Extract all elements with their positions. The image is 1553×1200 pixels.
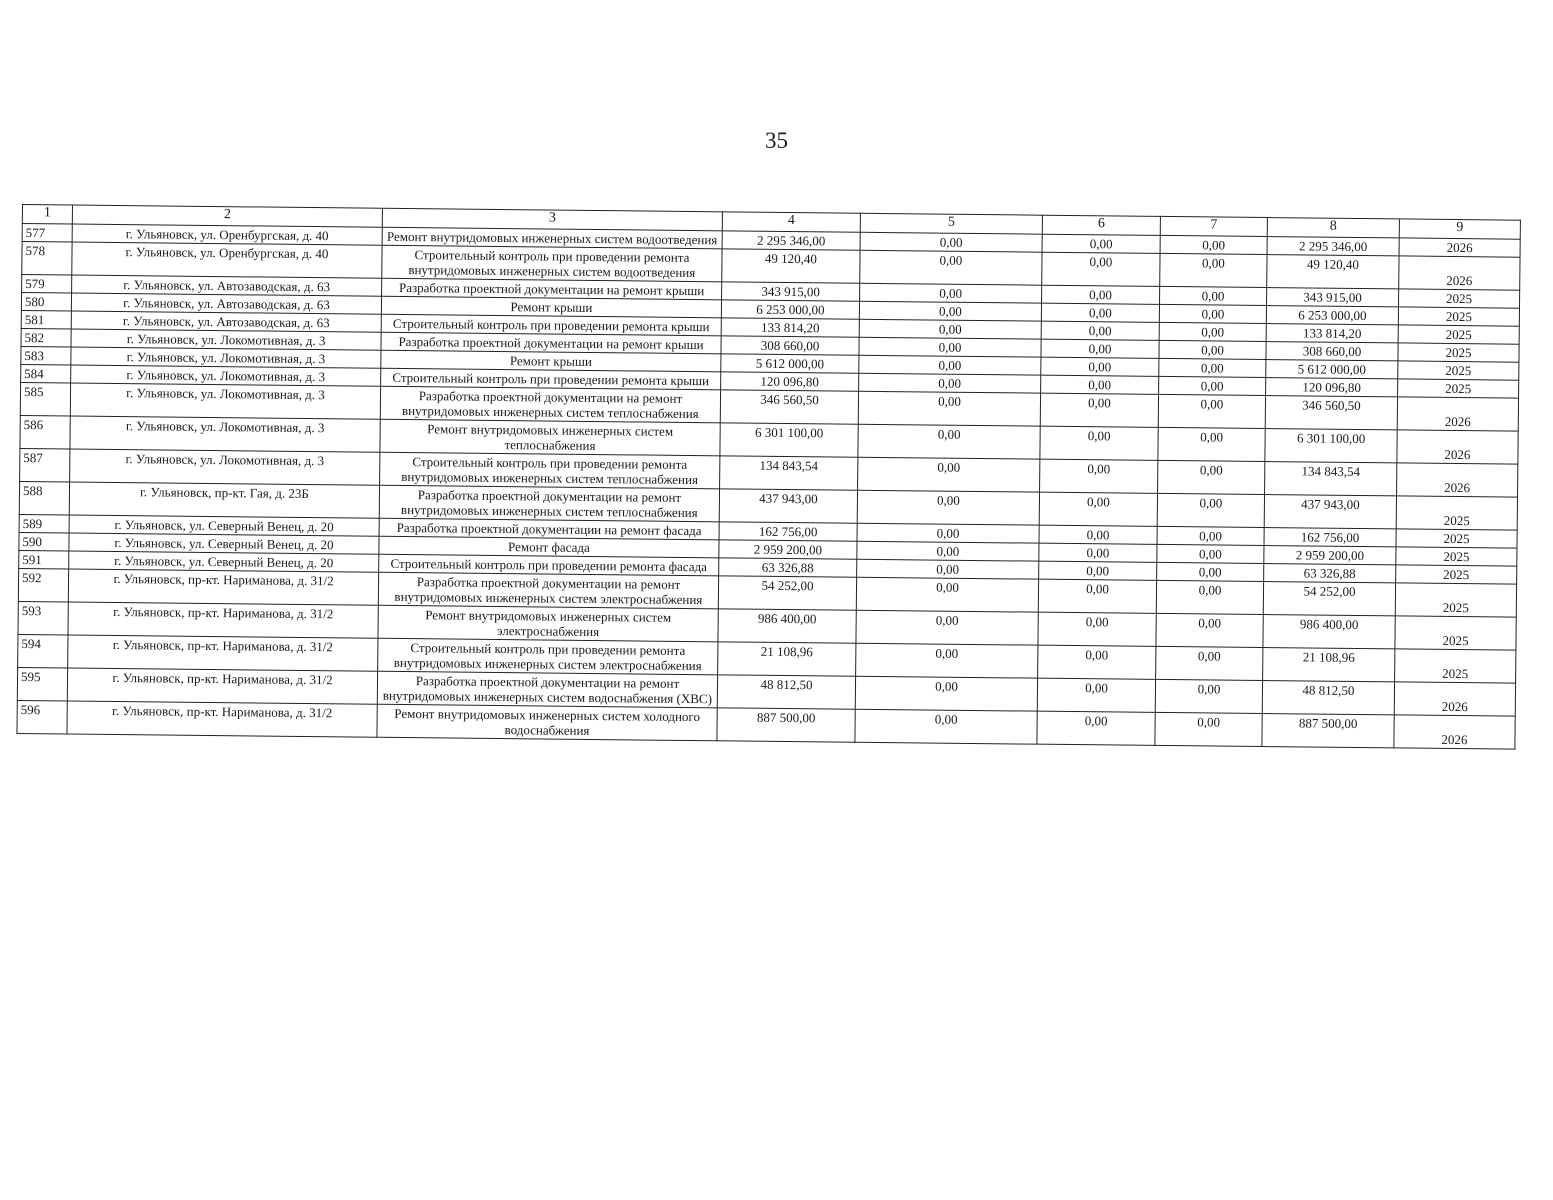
address-cell: г. Ульяновск, ул. Локомотивная, д. 3 bbox=[71, 347, 381, 368]
amount-col5-cell: 0,00 bbox=[857, 490, 1039, 525]
year-cell: 2025 bbox=[1398, 361, 1519, 380]
amount-col5-cell: 0,00 bbox=[856, 610, 1038, 645]
row-number-cell: 577 bbox=[22, 224, 72, 243]
work-type-cell: Строительный контроль при проведении ремонта внутридомовых инженерных систем электроснабжения bbox=[378, 638, 718, 675]
amount-total-cell: 346 560,50 bbox=[720, 390, 858, 424]
year-cell: 2025 bbox=[1395, 583, 1516, 617]
amount-col7-cell: 0,00 bbox=[1157, 493, 1264, 527]
work-type-cell: Ремонт фасада bbox=[379, 536, 719, 558]
column-header: 4 bbox=[722, 212, 860, 232]
amount-total-cell: 21 108,96 bbox=[718, 642, 856, 676]
year-cell: 2026 bbox=[1397, 397, 1518, 431]
work-type-cell: Строительный контроль при проведении ремонта крыши bbox=[381, 368, 721, 390]
amount-total-cell: 49 120,40 bbox=[722, 249, 860, 283]
address-cell: г. Ульяновск, ул. Северный Венец, д. 20 bbox=[69, 551, 379, 572]
work-type-cell: Ремонт крыши bbox=[381, 350, 721, 372]
amount-col6-cell: 0,00 bbox=[1041, 357, 1159, 376]
work-type-cell: Строительный контроль при проведении ремонта крыши bbox=[381, 314, 721, 336]
address-cell: г. Ульяновск, пр-кт. Гая, д. 23Б bbox=[69, 482, 379, 518]
work-type-cell: Строительный контроль при проведении ремонта фасада bbox=[379, 554, 719, 576]
amount-total-cell: 120 096,80 bbox=[721, 372, 859, 391]
amount-col6-cell: 0,00 bbox=[1040, 426, 1158, 460]
column-header: 6 bbox=[1042, 215, 1160, 235]
amount-col8-cell: 133 814,20 bbox=[1266, 324, 1398, 343]
row-number-cell: 588 bbox=[19, 481, 69, 515]
amount-col6-cell: 0,00 bbox=[1042, 285, 1160, 304]
amount-col6-cell: 0,00 bbox=[1042, 252, 1160, 286]
amount-col5-cell: 0,00 bbox=[856, 643, 1038, 678]
work-type-cell: Разработка проектной документации на ремонт внутридомовых инженерных систем теплоснабжения bbox=[379, 485, 719, 522]
amount-col8-cell: 120 096,80 bbox=[1266, 378, 1398, 397]
amount-col5-cell: 0,00 bbox=[857, 559, 1039, 579]
amount-col5-cell: 0,00 bbox=[859, 337, 1041, 357]
amount-col6-cell: 0,00 bbox=[1041, 321, 1159, 340]
amount-total-cell: 343 915,00 bbox=[722, 282, 860, 301]
amount-total-cell: 308 660,00 bbox=[721, 336, 859, 355]
work-type-cell: Ремонт внутридомовых инженерных систем водоотведения bbox=[382, 227, 722, 249]
amount-col7-cell: 0,00 bbox=[1158, 460, 1265, 494]
amount-col5-cell: 0,00 bbox=[857, 523, 1039, 543]
amount-col6-cell: 0,00 bbox=[1041, 339, 1159, 358]
works-table bbox=[16, 204, 1520, 750]
work-type-cell: Ремонт крыши bbox=[381, 296, 721, 318]
address-cell: г. Ульяновск, ул. Автозаводская, д. 63 bbox=[71, 293, 381, 314]
row-number-cell: 591 bbox=[19, 550, 69, 569]
amount-total-cell: 6 253 000,00 bbox=[721, 300, 859, 319]
address-cell: г. Ульяновск, ул. Локомотивная, д. 3 bbox=[71, 329, 381, 350]
amount-col8-cell: 2 959 200,00 bbox=[1264, 546, 1396, 565]
amount-col6-cell: 0,00 bbox=[1038, 645, 1156, 679]
amount-col8-cell: 437 943,00 bbox=[1264, 495, 1396, 529]
work-type-cell: Разработка проектной документации на ремонт внутридомовых инженерных систем теплоснабжения bbox=[380, 386, 720, 423]
year-cell: 2025 bbox=[1396, 565, 1517, 584]
column-header: 8 bbox=[1267, 218, 1399, 238]
amount-col6-cell: 0,00 bbox=[1040, 459, 1158, 493]
row-number-cell: 594 bbox=[18, 634, 68, 668]
amount-total-cell: 133 814,20 bbox=[721, 318, 859, 337]
amount-col7-cell: 0,00 bbox=[1160, 253, 1267, 287]
row-number-cell: 592 bbox=[18, 568, 68, 602]
year-cell: 2025 bbox=[1398, 289, 1519, 308]
address-cell: г. Ульяновск, ул. Локомотивная, д. 3 bbox=[70, 383, 380, 419]
amount-col8-cell: 21 108,96 bbox=[1263, 648, 1395, 682]
table-body bbox=[17, 224, 1520, 750]
work-type-cell: Разработка проектной документации на ремонт внутридомовых инженерных систем электроснабжения bbox=[378, 572, 718, 609]
address-cell: г. Ульяновск, пр-кт. Нариманова, д. 31/2 bbox=[68, 602, 378, 638]
year-cell: 2025 bbox=[1395, 616, 1516, 650]
amount-col6-cell: 0,00 bbox=[1039, 492, 1157, 526]
year-cell: 2025 bbox=[1396, 496, 1517, 530]
amount-col7-cell: 0,00 bbox=[1159, 322, 1266, 341]
row-number-cell: 593 bbox=[18, 601, 68, 635]
amount-total-cell: 162 756,00 bbox=[719, 522, 857, 541]
amount-col7-cell: 0,00 bbox=[1158, 427, 1265, 461]
amount-col6-cell: 0,00 bbox=[1038, 579, 1156, 613]
address-cell: г. Ульяновск, ул. Оренбургская, д. 40 bbox=[72, 224, 382, 245]
amount-col6-cell: 0,00 bbox=[1038, 612, 1156, 646]
amount-col6-cell: 0,00 bbox=[1039, 561, 1157, 580]
address-cell: г. Ульяновск, ул. Локомотивная, д. 3 bbox=[70, 449, 380, 485]
amount-col5-cell: 0,00 bbox=[859, 373, 1041, 393]
amount-col8-cell: 134 843,54 bbox=[1265, 462, 1397, 496]
work-type-cell: Разработка проектной документации на ремонт крыши bbox=[382, 278, 722, 300]
amount-col8-cell: 346 560,50 bbox=[1265, 396, 1397, 430]
amount-col8-cell: 49 120,40 bbox=[1267, 255, 1399, 289]
row-number-cell: 581 bbox=[21, 310, 71, 329]
address-cell: г. Ульяновск, пр-кт. Нариманова, д. 31/2 bbox=[67, 701, 377, 737]
row-number-cell: 595 bbox=[17, 667, 67, 701]
amount-col7-cell: 0,00 bbox=[1155, 712, 1262, 746]
amount-col7-cell: 0,00 bbox=[1157, 526, 1264, 545]
amount-col8-cell: 162 756,00 bbox=[1264, 528, 1396, 547]
row-number-cell: 583 bbox=[21, 346, 71, 365]
amount-col7-cell: 0,00 bbox=[1155, 679, 1262, 713]
amount-col7-cell: 0,00 bbox=[1159, 358, 1266, 377]
row-number-cell: 589 bbox=[19, 514, 69, 533]
address-cell: г. Ульяновск, пр-кт. Нариманова, д. 31/2 bbox=[68, 569, 378, 605]
row-number-cell: 582 bbox=[21, 328, 71, 347]
address-cell: г. Ульяновск, ул. Северный Венец, д. 20 bbox=[69, 515, 379, 536]
amount-col5-cell: 0,00 bbox=[858, 424, 1040, 459]
work-type-cell: Строительный контроль при проведении ремонта внутридомовых инженерных систем водоотведения bbox=[382, 245, 722, 282]
column-header: 3 bbox=[382, 208, 722, 231]
amount-col5-cell: 0,00 bbox=[858, 391, 1040, 426]
row-number-cell: 584 bbox=[21, 364, 71, 383]
amount-col8-cell: 986 400,00 bbox=[1263, 615, 1395, 649]
year-cell: 2026 bbox=[1399, 238, 1520, 257]
amount-col5-cell: 0,00 bbox=[855, 676, 1037, 711]
amount-total-cell: 986 400,00 bbox=[718, 609, 856, 643]
amount-col5-cell: 0,00 bbox=[860, 232, 1042, 252]
amount-col6-cell: 0,00 bbox=[1041, 375, 1159, 394]
amount-total-cell: 54 252,00 bbox=[718, 576, 856, 610]
works-table-wrapper bbox=[16, 204, 1519, 750]
amount-col8-cell: 6 253 000,00 bbox=[1266, 306, 1398, 325]
year-cell: 2025 bbox=[1398, 379, 1519, 398]
row-number-cell: 578 bbox=[22, 242, 72, 276]
column-header: 7 bbox=[1160, 216, 1267, 236]
amount-col6-cell: 0,00 bbox=[1037, 711, 1155, 745]
row-number-cell: 596 bbox=[17, 700, 67, 734]
amount-total-cell: 437 943,00 bbox=[719, 489, 857, 523]
amount-col5-cell: 0,00 bbox=[855, 709, 1037, 744]
address-cell: г. Ульяновск, пр-кт. Нариманова, д. 31/2 bbox=[68, 635, 378, 671]
year-cell: 2025 bbox=[1396, 547, 1517, 566]
amount-col5-cell: 0,00 bbox=[856, 577, 1038, 612]
row-number-cell: 587 bbox=[20, 448, 70, 482]
year-cell: 2025 bbox=[1398, 325, 1519, 344]
amount-col7-cell: 0,00 bbox=[1156, 613, 1263, 647]
amount-col5-cell: 0,00 bbox=[859, 301, 1041, 321]
year-cell: 2026 bbox=[1399, 256, 1520, 290]
amount-col6-cell: 0,00 bbox=[1042, 234, 1160, 253]
amount-total-cell: 134 843,54 bbox=[720, 456, 858, 490]
row-number-cell: 579 bbox=[22, 275, 72, 294]
amount-col5-cell: 0,00 bbox=[859, 319, 1041, 339]
address-cell: г. Ульяновск, ул. Автозаводская, д. 63 bbox=[72, 275, 382, 296]
amount-col7-cell: 0,00 bbox=[1157, 544, 1264, 563]
amount-col8-cell: 5 612 000,00 bbox=[1266, 360, 1398, 379]
amount-total-cell: 2 959 200,00 bbox=[719, 540, 857, 559]
address-cell: г. Ульяновск, пр-кт. Нариманова, д. 31/2 bbox=[67, 668, 377, 704]
year-cell: 2026 bbox=[1397, 430, 1518, 464]
work-type-cell: Разработка проектной документации на ремонт внутридомовых инженерных систем водоснабжения (ХВС) bbox=[377, 671, 717, 708]
amount-col7-cell: 0,00 bbox=[1156, 580, 1263, 614]
year-cell: 2026 bbox=[1394, 715, 1515, 749]
address-cell: г. Ульяновск, ул. Локомотивная, д. 3 bbox=[70, 416, 380, 452]
amount-col7-cell: 0,00 bbox=[1160, 235, 1267, 254]
amount-total-cell: 48 812,50 bbox=[717, 675, 855, 709]
amount-col6-cell: 0,00 bbox=[1039, 543, 1157, 562]
year-cell: 2026 bbox=[1394, 682, 1515, 716]
amount-total-cell: 887 500,00 bbox=[717, 708, 855, 742]
column-header: 5 bbox=[860, 213, 1042, 234]
work-type-cell: Ремонт внутридомовых инженерных систем электроснабжения bbox=[378, 605, 718, 642]
amount-col7-cell: 0,00 bbox=[1156, 646, 1263, 680]
amount-col8-cell: 6 301 100,00 bbox=[1265, 429, 1397, 463]
work-type-cell: Разработка проектной документации на ремонт фасада bbox=[379, 518, 719, 540]
address-cell: г. Ульяновск, ул. Автозаводская, д. 63 bbox=[71, 311, 381, 332]
amount-col5-cell: 0,00 bbox=[860, 283, 1042, 303]
work-type-cell: Разработка проектной документации на ремонт крыши bbox=[381, 332, 721, 354]
amount-total-cell: 6 301 100,00 bbox=[720, 423, 858, 457]
amount-col7-cell: 0,00 bbox=[1158, 394, 1265, 428]
amount-col8-cell: 2 295 346,00 bbox=[1267, 237, 1399, 256]
amount-col8-cell: 48 812,50 bbox=[1262, 681, 1394, 715]
year-cell: 2025 bbox=[1398, 343, 1519, 362]
amount-col8-cell: 887 500,00 bbox=[1262, 714, 1394, 748]
work-type-cell: Ремонт внутридомовых инженерных систем теплоснабжения bbox=[380, 419, 720, 456]
amount-col7-cell: 0,00 bbox=[1157, 562, 1264, 581]
amount-col6-cell: 0,00 bbox=[1041, 303, 1159, 322]
amount-col7-cell: 0,00 bbox=[1159, 340, 1266, 359]
work-type-cell: Строительный контроль при проведении ремонта внутридомовых инженерных систем теплоснабжения bbox=[380, 452, 720, 489]
amount-col8-cell: 308 660,00 bbox=[1266, 342, 1398, 361]
amount-col6-cell: 0,00 bbox=[1037, 678, 1155, 712]
column-header: 1 bbox=[22, 205, 72, 225]
address-cell: г. Ульяновск, ул. Локомотивная, д. 3 bbox=[71, 365, 381, 386]
column-header: 9 bbox=[1399, 219, 1520, 239]
amount-col5-cell: 0,00 bbox=[859, 355, 1041, 375]
row-number-cell: 580 bbox=[21, 293, 71, 312]
amount-col6-cell: 0,00 bbox=[1039, 525, 1157, 544]
column-header: 2 bbox=[72, 205, 382, 227]
amount-total-cell: 63 326,88 bbox=[719, 558, 857, 577]
amount-total-cell: 2 295 346,00 bbox=[722, 231, 860, 250]
amount-col5-cell: 0,00 bbox=[858, 457, 1040, 492]
row-number-cell: 586 bbox=[20, 415, 70, 449]
address-cell: г. Ульяновск, ул. Оренбургская, д. 40 bbox=[72, 242, 382, 278]
amount-total-cell: 5 612 000,00 bbox=[721, 354, 859, 373]
amount-col8-cell: 54 252,00 bbox=[1263, 582, 1395, 616]
amount-col8-cell: 343 915,00 bbox=[1267, 288, 1399, 307]
page-number: 35 bbox=[765, 128, 788, 153]
address-cell: г. Ульяновск, ул. Северный Венец, д. 20 bbox=[69, 533, 379, 554]
year-cell: 2025 bbox=[1396, 529, 1517, 548]
amount-col5-cell: 0,00 bbox=[860, 250, 1042, 285]
year-cell: 2025 bbox=[1398, 307, 1519, 326]
amount-col7-cell: 0,00 bbox=[1159, 304, 1266, 323]
amount-col6-cell: 0,00 bbox=[1040, 393, 1158, 427]
amount-col5-cell: 0,00 bbox=[857, 541, 1039, 561]
year-cell: 2025 bbox=[1395, 649, 1516, 683]
row-number-cell: 585 bbox=[20, 382, 70, 416]
row-number-cell: 590 bbox=[19, 532, 69, 551]
year-cell: 2026 bbox=[1397, 463, 1518, 497]
amount-col7-cell: 0,00 bbox=[1159, 376, 1266, 395]
amount-col8-cell: 63 326,88 bbox=[1264, 564, 1396, 583]
amount-col7-cell: 0,00 bbox=[1160, 286, 1267, 305]
work-type-cell: Ремонт внутридомовых инженерных систем холодного водоснабжения bbox=[377, 704, 717, 741]
